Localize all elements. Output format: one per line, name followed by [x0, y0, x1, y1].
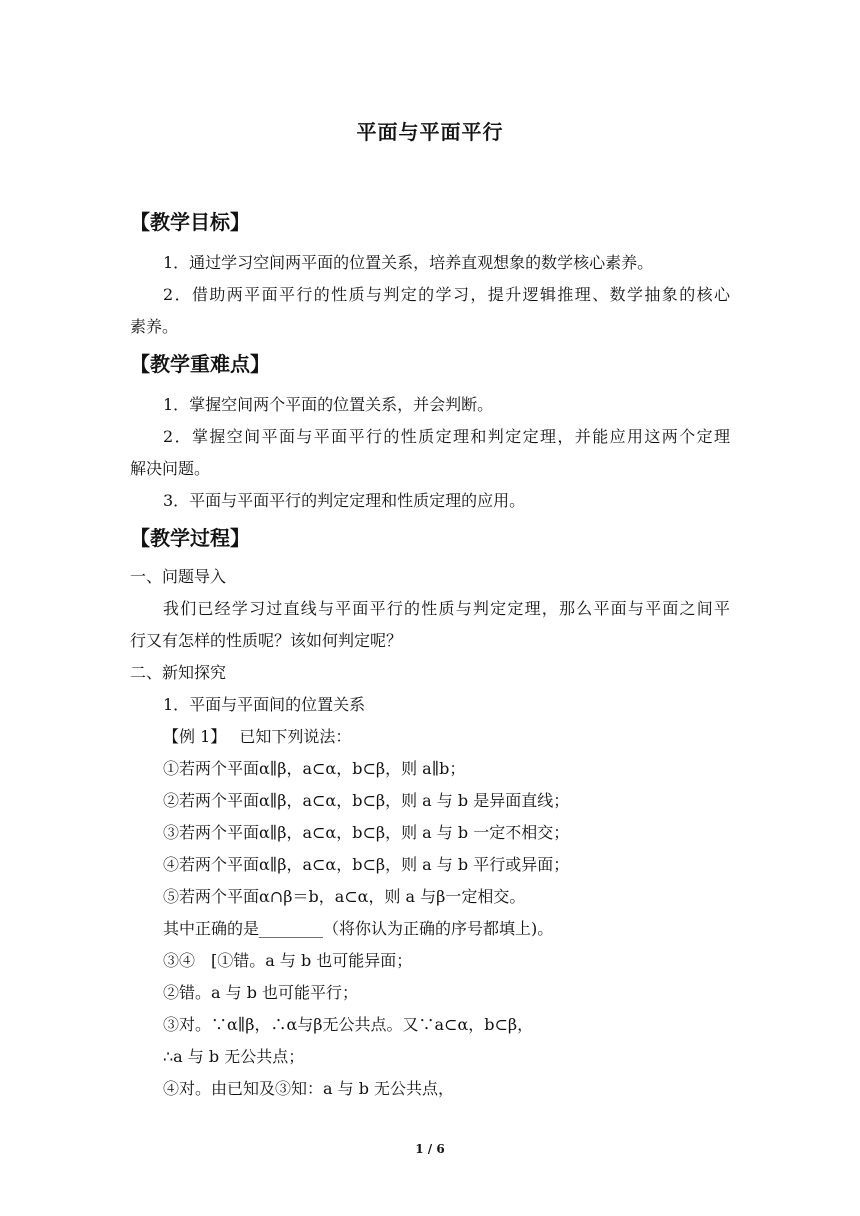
- page-number: 1 / 6: [415, 1142, 445, 1156]
- statement-1: ①若两个平面α∥β，a⊂α，b⊂β，则 a∥b；: [163, 759, 466, 778]
- statement-2: ②若两个平面α∥β，a⊂α，b⊂β，则 a 与 b 是异面直线；: [163, 791, 570, 810]
- page-title: 平面与平面平行: [356, 120, 504, 144]
- answer-line-5: ④对。由已知及③知：a 与 b 无公共点，: [163, 1079, 455, 1098]
- keypoint-item-1: 1．掌握空间两个平面的位置关系，并会判断。: [163, 395, 494, 414]
- answer-line-1: ③④ [①错。a 与 b 也可能异面；: [163, 951, 413, 970]
- intro-paragraph-line1: 我们已经学习过直线与平面平行的性质与判定定理，那么平面与平面之间平: [163, 599, 730, 618]
- statement-5: ⑤若两个平面α∩β＝b，a⊂α，则 a 与β一定相交。: [163, 887, 526, 906]
- answer-line-3: ③对。∵α∥β，∴α与β无公共点。又∵a⊂α，b⊂β，: [163, 1015, 534, 1034]
- goal-item-1: 1．通过学习空间两平面的位置关系，培养直观想象的数学核心素养。: [163, 253, 654, 272]
- question-line: 其中正确的是________（将你认为正确的序号都填上)。: [163, 919, 554, 938]
- answer-line-4: ∴a 与 b 无公共点；: [163, 1047, 305, 1066]
- keypoint-item-2-line2: 解决问题。: [130, 459, 211, 478]
- part-heading-explore: 二、新知探究: [130, 663, 227, 682]
- subsection-heading-1: 1．平面与平面间的位置关系: [163, 695, 366, 714]
- statement-3: ③若两个平面α∥β，a⊂α，b⊂β，则 a 与 b 一定不相交；: [163, 823, 570, 842]
- keypoint-item-3: 3．平面与平面平行的判定定理和性质定理的应用。: [163, 491, 526, 510]
- intro-paragraph-line2: 行又有怎样的性质呢？该如何判定呢？: [130, 631, 403, 650]
- section-heading-process: 【教学过程】: [130, 526, 250, 550]
- goal-item-2-line2: 素养。: [130, 317, 179, 336]
- answer-line-2: ②错。a 与 b 也可能平行；: [163, 983, 359, 1002]
- statement-4: ④若两个平面α∥β，a⊂α，b⊂β，则 a 与 b 平行或异面；: [163, 855, 570, 874]
- keypoint-item-2-line1: 2．掌握空间平面与平面平行的性质定理和判定定理，并能应用这两个定理: [163, 427, 730, 446]
- goal-item-2-line1: 2．借助两平面平行的性质与判定的学习，提升逻辑推理、数学抽象的核心: [163, 285, 730, 304]
- part-heading-intro: 一、问题导入: [130, 567, 227, 586]
- section-heading-goals: 【教学目标】: [130, 210, 250, 234]
- example-label: 【例 1】 已知下列说法：: [163, 727, 352, 746]
- section-heading-keypoints: 【教学重难点】: [130, 352, 270, 376]
